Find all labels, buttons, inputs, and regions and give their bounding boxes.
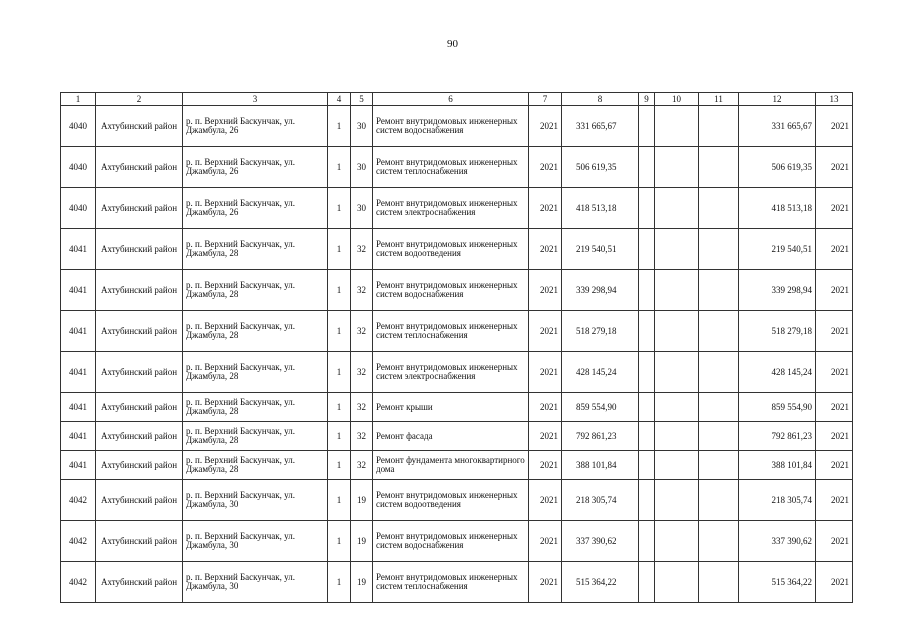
completion-year-cell: 2021 <box>816 229 853 270</box>
column-header: 4 <box>328 93 351 106</box>
col10-cell <box>655 451 699 480</box>
col11-cell <box>699 521 739 562</box>
table-row <box>61 147 853 188</box>
col9-cell <box>639 229 655 270</box>
cost-cell: 518 279,18 <box>562 311 639 352</box>
col11-cell <box>699 562 739 603</box>
col4-cell: 1 <box>328 188 351 229</box>
total-cost-cell: 506 619,35 <box>739 147 816 188</box>
object-id-cell: 4041 <box>61 451 96 480</box>
work-type-cell: Ремонт внутридомовых инженерных систем электроснабжения <box>373 352 529 393</box>
col11-cell <box>699 311 739 352</box>
col4-cell: 1 <box>328 521 351 562</box>
col10-cell <box>655 229 699 270</box>
work-type-cell: Ремонт внутридомовых инженерных систем электроснабжения <box>373 188 529 229</box>
completion-year-cell: 2021 <box>816 188 853 229</box>
col5-cell: 19 <box>351 480 373 521</box>
col5-cell: 30 <box>351 147 373 188</box>
table-row <box>61 422 853 451</box>
col5-cell: 32 <box>351 422 373 451</box>
column-header: 6 <box>373 93 529 106</box>
col4-cell: 1 <box>328 352 351 393</box>
col5-cell: 19 <box>351 562 373 603</box>
col10-cell <box>655 422 699 451</box>
column-header: 7 <box>529 93 562 106</box>
col9-cell <box>639 188 655 229</box>
object-id-cell: 4040 <box>61 188 96 229</box>
address-cell: р. п. Верхний Баскунчак, ул. Джамбула, 28 <box>183 422 328 451</box>
cost-cell: 792 861,23 <box>562 422 639 451</box>
table-row <box>61 352 853 393</box>
work-type-cell: Ремонт внутридомовых инженерных систем водоснабжения <box>373 270 529 311</box>
col9-cell <box>639 562 655 603</box>
col11-cell <box>699 422 739 451</box>
table-body <box>61 106 853 603</box>
completion-year-cell: 2021 <box>816 106 853 147</box>
total-cost-cell: 792 861,23 <box>739 422 816 451</box>
work-type-cell: Ремонт внутридомовых инженерных систем водоснабжения <box>373 521 529 562</box>
completion-year-cell: 2021 <box>816 451 853 480</box>
district-cell: Ахтубинский район <box>96 229 183 270</box>
district-cell: Ахтубинский район <box>96 562 183 603</box>
repair-program-table <box>60 92 853 603</box>
column-header: 8 <box>562 93 639 106</box>
col9-cell <box>639 106 655 147</box>
col10-cell <box>655 521 699 562</box>
col5-cell: 32 <box>351 229 373 270</box>
object-id-cell: 4042 <box>61 480 96 521</box>
col11-cell <box>699 270 739 311</box>
cost-cell: 337 390,62 <box>562 521 639 562</box>
col11-cell <box>699 480 739 521</box>
completion-year-cell: 2021 <box>816 270 853 311</box>
completion-year-cell: 2021 <box>816 422 853 451</box>
address-cell: р. п. Верхний Баскунчак, ул. Джамбула, 28 <box>183 311 328 352</box>
district-cell: Ахтубинский район <box>96 311 183 352</box>
table-row <box>61 562 853 603</box>
col9-cell <box>639 480 655 521</box>
year-cell: 2021 <box>529 352 562 393</box>
total-cost-cell: 388 101,84 <box>739 451 816 480</box>
cost-cell: 418 513,18 <box>562 188 639 229</box>
work-type-cell: Ремонт внутридомовых инженерных систем водоснабжения <box>373 106 529 147</box>
object-id-cell: 4041 <box>61 422 96 451</box>
col11-cell <box>699 147 739 188</box>
col11-cell <box>699 393 739 422</box>
col9-cell <box>639 521 655 562</box>
work-type-cell: Ремонт внутридомовых инженерных систем водоотведения <box>373 480 529 521</box>
col5-cell: 32 <box>351 393 373 422</box>
col10-cell <box>655 480 699 521</box>
table-row <box>61 106 853 147</box>
col4-cell: 1 <box>328 562 351 603</box>
object-id-cell: 4041 <box>61 229 96 270</box>
column-number-row <box>61 93 853 106</box>
col4-cell: 1 <box>328 270 351 311</box>
col5-cell: 30 <box>351 106 373 147</box>
object-id-cell: 4041 <box>61 393 96 422</box>
col10-cell <box>655 270 699 311</box>
address-cell: р. п. Верхний Баскунчак, ул. Джамбула, 28 <box>183 451 328 480</box>
object-id-cell: 4041 <box>61 352 96 393</box>
completion-year-cell: 2021 <box>816 147 853 188</box>
cost-cell: 219 540,51 <box>562 229 639 270</box>
col4-cell: 1 <box>328 311 351 352</box>
col4-cell: 1 <box>328 229 351 270</box>
col9-cell <box>639 451 655 480</box>
table-row <box>61 393 853 422</box>
column-header: 9 <box>639 93 655 106</box>
table-row <box>61 451 853 480</box>
completion-year-cell: 2021 <box>816 352 853 393</box>
district-cell: Ахтубинский район <box>96 106 183 147</box>
work-type-cell: Ремонт фундамента многоквартирного дома <box>373 451 529 480</box>
address-cell: р. п. Верхний Баскунчак, ул. Джамбула, 26 <box>183 147 328 188</box>
total-cost-cell: 518 279,18 <box>739 311 816 352</box>
col10-cell <box>655 188 699 229</box>
col11-cell <box>699 352 739 393</box>
district-cell: Ахтубинский район <box>96 147 183 188</box>
completion-year-cell: 2021 <box>816 562 853 603</box>
cost-cell: 218 305,74 <box>562 480 639 521</box>
col11-cell <box>699 451 739 480</box>
col10-cell <box>655 562 699 603</box>
address-cell: р. п. Верхний Баскунчак, ул. Джамбула, 28 <box>183 352 328 393</box>
table-row <box>61 188 853 229</box>
col5-cell: 32 <box>351 451 373 480</box>
object-id-cell: 4041 <box>61 270 96 311</box>
col9-cell <box>639 422 655 451</box>
total-cost-cell: 331 665,67 <box>739 106 816 147</box>
cost-cell: 331 665,67 <box>562 106 639 147</box>
cost-cell: 515 364,22 <box>562 562 639 603</box>
column-header: 13 <box>816 93 853 106</box>
year-cell: 2021 <box>529 188 562 229</box>
table-row <box>61 270 853 311</box>
total-cost-cell: 859 554,90 <box>739 393 816 422</box>
address-cell: р. п. Верхний Баскунчак, ул. Джамбула, 26 <box>183 106 328 147</box>
page-number: 90 <box>447 38 458 50</box>
district-cell: Ахтубинский район <box>96 270 183 311</box>
column-header: 11 <box>699 93 739 106</box>
column-header: 12 <box>739 93 816 106</box>
col5-cell: 19 <box>351 521 373 562</box>
col10-cell <box>655 106 699 147</box>
col4-cell: 1 <box>328 106 351 147</box>
total-cost-cell: 428 145,24 <box>739 352 816 393</box>
col9-cell <box>639 147 655 188</box>
col4-cell: 1 <box>328 147 351 188</box>
year-cell: 2021 <box>529 106 562 147</box>
col9-cell <box>639 270 655 311</box>
total-cost-cell: 515 364,22 <box>739 562 816 603</box>
col9-cell <box>639 352 655 393</box>
year-cell: 2021 <box>529 229 562 270</box>
col11-cell <box>699 229 739 270</box>
column-header: 2 <box>96 93 183 106</box>
address-cell: р. п. Верхний Баскунчак, ул. Джамбула, 30 <box>183 521 328 562</box>
col9-cell <box>639 311 655 352</box>
col5-cell: 32 <box>351 270 373 311</box>
work-type-cell: Ремонт внутридомовых инженерных систем теплоснабжения <box>373 147 529 188</box>
completion-year-cell: 2021 <box>816 311 853 352</box>
table-row <box>61 480 853 521</box>
total-cost-cell: 339 298,94 <box>739 270 816 311</box>
cost-cell: 428 145,24 <box>562 352 639 393</box>
address-cell: р. п. Верхний Баскунчак, ул. Джамбула, 28 <box>183 229 328 270</box>
year-cell: 2021 <box>529 311 562 352</box>
year-cell: 2021 <box>529 393 562 422</box>
year-cell: 2021 <box>529 562 562 603</box>
completion-year-cell: 2021 <box>816 393 853 422</box>
table-row <box>61 229 853 270</box>
district-cell: Ахтубинский район <box>96 480 183 521</box>
work-type-cell: Ремонт внутридомовых инженерных систем теплоснабжения <box>373 311 529 352</box>
object-id-cell: 4042 <box>61 521 96 562</box>
column-header: 5 <box>351 93 373 106</box>
year-cell: 2021 <box>529 451 562 480</box>
year-cell: 2021 <box>529 422 562 451</box>
district-cell: Ахтубинский район <box>96 188 183 229</box>
col11-cell <box>699 106 739 147</box>
district-cell: Ахтубинский район <box>96 352 183 393</box>
year-cell: 2021 <box>529 480 562 521</box>
address-cell: р. п. Верхний Баскунчак, ул. Джамбула, 30 <box>183 480 328 521</box>
total-cost-cell: 218 305,74 <box>739 480 816 521</box>
col4-cell: 1 <box>328 422 351 451</box>
col10-cell <box>655 393 699 422</box>
column-header: 10 <box>655 93 699 106</box>
year-cell: 2021 <box>529 147 562 188</box>
table-row <box>61 311 853 352</box>
completion-year-cell: 2021 <box>816 521 853 562</box>
district-cell: Ахтубинский район <box>96 521 183 562</box>
object-id-cell: 4040 <box>61 106 96 147</box>
column-header: 3 <box>183 93 328 106</box>
col4-cell: 1 <box>328 393 351 422</box>
year-cell: 2021 <box>529 521 562 562</box>
table-row <box>61 521 853 562</box>
col9-cell <box>639 393 655 422</box>
col10-cell <box>655 147 699 188</box>
total-cost-cell: 219 540,51 <box>739 229 816 270</box>
address-cell: р. п. Верхний Баскунчак, ул. Джамбула, 26 <box>183 188 328 229</box>
col10-cell <box>655 352 699 393</box>
address-cell: р. п. Верхний Баскунчак, ул. Джамбула, 28 <box>183 270 328 311</box>
work-type-cell: Ремонт крыши <box>373 393 529 422</box>
total-cost-cell: 418 513,18 <box>739 188 816 229</box>
col5-cell: 32 <box>351 352 373 393</box>
col4-cell: 1 <box>328 451 351 480</box>
cost-cell: 506 619,35 <box>562 147 639 188</box>
work-type-cell: Ремонт фасада <box>373 422 529 451</box>
total-cost-cell: 337 390,62 <box>739 521 816 562</box>
cost-cell: 859 554,90 <box>562 393 639 422</box>
work-type-cell: Ремонт внутридомовых инженерных систем водоотведения <box>373 229 529 270</box>
col5-cell: 30 <box>351 188 373 229</box>
object-id-cell: 4041 <box>61 311 96 352</box>
address-cell: р. п. Верхний Баскунчак, ул. Джамбула, 30 <box>183 562 328 603</box>
column-header: 1 <box>61 93 96 106</box>
col4-cell: 1 <box>328 480 351 521</box>
col11-cell <box>699 188 739 229</box>
cost-cell: 339 298,94 <box>562 270 639 311</box>
object-id-cell: 4040 <box>61 147 96 188</box>
work-type-cell: Ремонт внутридомовых инженерных систем теплоснабжения <box>373 562 529 603</box>
district-cell: Ахтубинский район <box>96 393 183 422</box>
object-id-cell: 4042 <box>61 562 96 603</box>
completion-year-cell: 2021 <box>816 480 853 521</box>
district-cell: Ахтубинский район <box>96 451 183 480</box>
col5-cell: 32 <box>351 311 373 352</box>
cost-cell: 388 101,84 <box>562 451 639 480</box>
year-cell: 2021 <box>529 270 562 311</box>
address-cell: р. п. Верхний Баскунчак, ул. Джамбула, 28 <box>183 393 328 422</box>
district-cell: Ахтубинский район <box>96 422 183 451</box>
col10-cell <box>655 311 699 352</box>
